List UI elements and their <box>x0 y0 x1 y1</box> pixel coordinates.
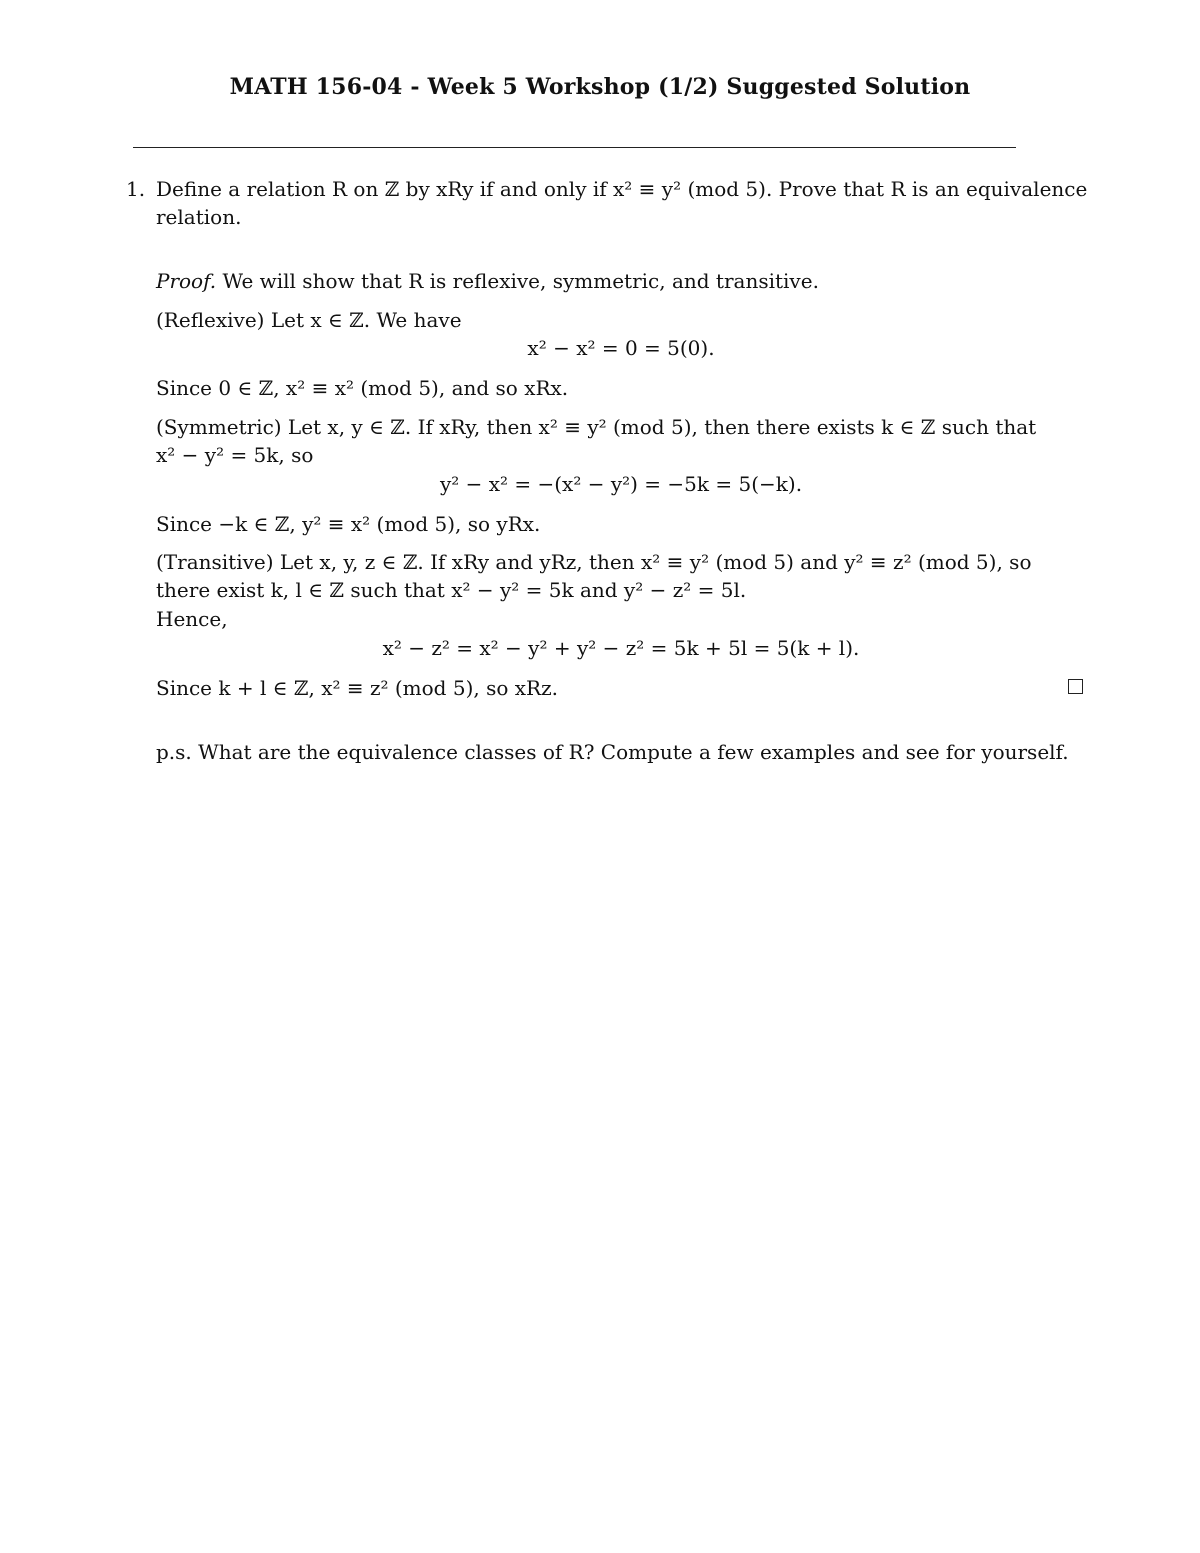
symmetric-conclusion: Since −k ∈ ℤ, y² ≡ x² (mod 5), so yRx. <box>156 512 541 536</box>
reflexive-conclusion: Since 0 ∈ ℤ, x² ≡ x² (mod 5), and so xRx. <box>156 376 569 400</box>
transitive-conclusion: Since k + l ∈ ℤ, x² ≡ z² (mod 5), so xRz. <box>156 676 558 700</box>
reflexive-equation: x² − x² = 0 = 5(0). <box>527 336 715 360</box>
reflexive-line: (Reflexive) Let x ∈ ℤ. We have <box>156 308 462 332</box>
transitive-line3: Hence, <box>156 607 228 631</box>
title-divider <box>133 147 1016 148</box>
qed-square-icon <box>1068 679 1083 694</box>
proof-intro-text: We will show that R is reflexive, symmetric, and transitive. <box>222 269 819 293</box>
postscript: p.s. What are the equivalence classes of R? Compute a few examples and see for yourself. <box>156 740 1069 764</box>
transitive-equation: x² − z² = x² − y² + y² − z² = 5k + 5l = 5(k + l). <box>382 636 860 660</box>
symmetric-line1: (Symmetric) Let x, y ∈ ℤ. If xRy, then x² ≡ y² (mod 5), then there exists k ∈ ℤ such that <box>156 415 1037 439</box>
symmetric-line2: x² − y² = 5k, so <box>156 443 314 467</box>
transitive-line2: there exist k, l ∈ ℤ such that x² − y² = 5k and y² − z² = 5l. <box>156 578 747 602</box>
problem-statement-line2: relation. <box>156 205 242 229</box>
page-title: MATH 156-04 - Week 5 Workshop (1/2) Suggested Solution <box>229 74 971 100</box>
symmetric-equation: y² − x² = −(x² − y²) = −5k = 5(−k). <box>439 472 803 496</box>
problem-statement-line1: Define a relation R on ℤ by xRy if and only if x² ≡ y² (mod 5). Prove that R is an equivalence <box>156 177 1088 201</box>
proof-label: Proof. <box>156 269 217 293</box>
problem-number: 1. <box>126 177 146 201</box>
transitive-line1: (Transitive) Let x, y, z ∈ ℤ. If xRy and yRz, then x² ≡ y² (mod 5) and y² ≡ z² (mod 5), so <box>156 550 1032 574</box>
proof-intro <box>156 269 819 293</box>
